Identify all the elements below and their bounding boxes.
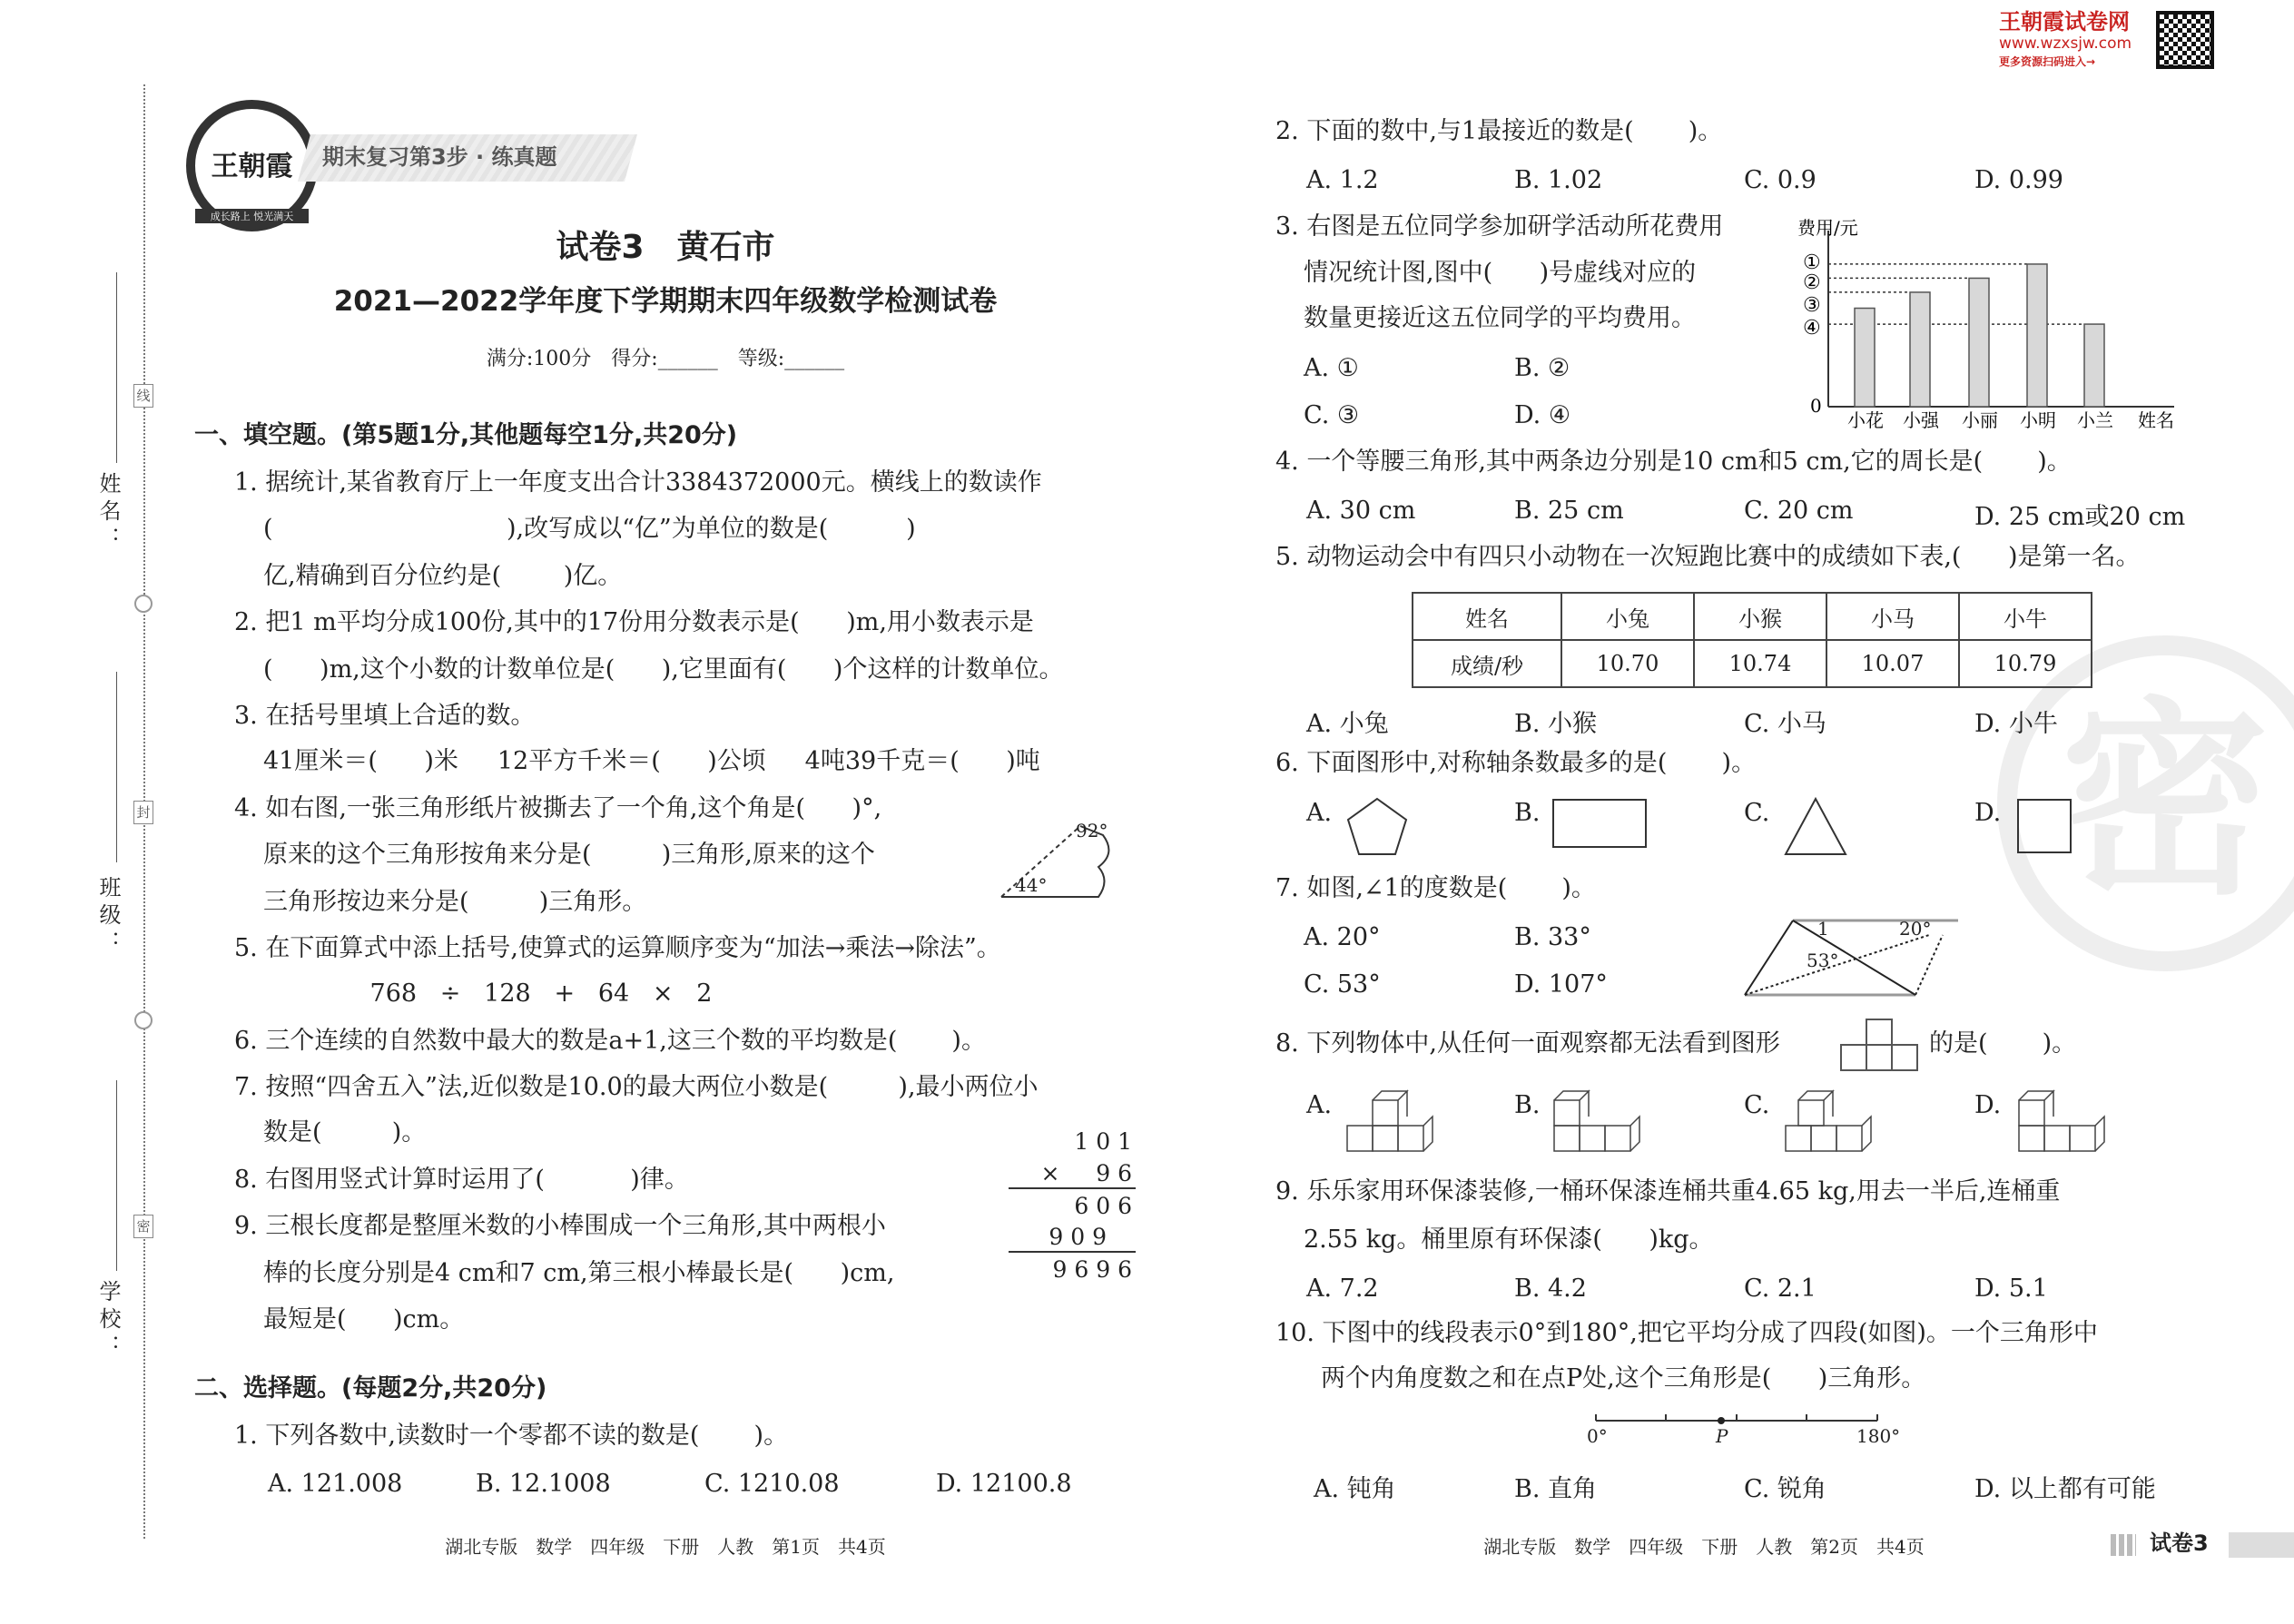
watermark-text: 密 bbox=[2060, 678, 2269, 923]
table-cell: 10.70 bbox=[1561, 640, 1694, 687]
pentagon-icon bbox=[1345, 797, 1409, 857]
s2-q6-option-d[interactable]: D. bbox=[1974, 799, 2002, 827]
s2-q2-text: 2. 下面的数中,与1最接近的数是( )。 bbox=[1275, 117, 1723, 145]
three-squares-view-icon bbox=[1840, 1019, 1918, 1071]
table-cell: 10.74 bbox=[1694, 640, 1826, 687]
s1-q1-line: ( ),改写成以“亿”为单位的数是( ) bbox=[263, 515, 916, 543]
s1-q5-line: 5. 在下面算式中添上括号,使算式的运算顺序变为“加法→乘法→除法”。 bbox=[234, 934, 1001, 962]
site-title: 王朝霞试卷网 bbox=[1999, 9, 2130, 34]
square-icon bbox=[2017, 799, 2073, 855]
s2-q1-option-c[interactable]: C. 1210.08 bbox=[704, 1470, 840, 1498]
s2-q2-option-a[interactable]: A. 1.2 bbox=[1306, 166, 1379, 194]
s2-q1-option-d[interactable]: D. 12100.8 bbox=[936, 1470, 1072, 1498]
s1-q2-line: 2. 把1 m平均分成100份,其中的17份用分数表示是( )m,用小数表示是 bbox=[234, 608, 1034, 636]
s2-q5-option-b[interactable]: B. 小猴 bbox=[1514, 710, 1598, 738]
q4-angle-label: 92° bbox=[1076, 820, 1108, 842]
s2-q9-option-c[interactable]: C. 2.1 bbox=[1744, 1275, 1816, 1303]
bar-小丽 bbox=[1969, 278, 1989, 407]
vertical-calc-row: 9 6 9 6 bbox=[1052, 1256, 1132, 1283]
y-zero-label: 0 bbox=[1810, 395, 1822, 417]
s1-q4-line: 原来的这个三角形按角来分是( )三角形,原来的这个 bbox=[263, 841, 875, 869]
site-url[interactable]: www.wzxsjw.com bbox=[1999, 34, 2132, 53]
s2-q8-text-before: 8. 下列物体中,从任何一面观察都无法看到图形 bbox=[1275, 1029, 1780, 1058]
s2-q7-option-b[interactable]: B. 33° bbox=[1514, 923, 1591, 951]
s2-q8-option-d[interactable]: D. bbox=[1974, 1091, 2002, 1119]
vertical-calc-row: 6 0 6 bbox=[1074, 1193, 1132, 1219]
s2-q10-line: 10. 下图中的线段表示0°到180°,把它平均分成了四段(如图)。一个三角形中 bbox=[1275, 1319, 2098, 1347]
bar-小花 bbox=[1855, 309, 1875, 408]
section2-heading: 二、选择题。(每题2分,共20分) bbox=[194, 1374, 547, 1403]
table-header-cell: 小猴 bbox=[1694, 593, 1826, 640]
s2-q8-option-b[interactable]: B. bbox=[1514, 1091, 1541, 1119]
score-line: 满分:100分 得分:______ 等级:______ bbox=[486, 348, 845, 370]
s2-q10-line: 两个内角度数之和在点P处,这个三角形是( )三角形。 bbox=[1321, 1364, 1926, 1393]
s1-q3-line: 41厘米＝( )米 12平方千米＝( )公顷 4吨39千克＝( )吨 bbox=[263, 747, 1040, 775]
s2-q6-option-c[interactable]: C. bbox=[1744, 799, 1770, 827]
cube-stack-icon bbox=[1784, 1089, 1875, 1155]
seal-mark-feng: 封 bbox=[133, 801, 153, 824]
x-tick-label: 小强 bbox=[1903, 409, 1939, 431]
s2-q4-text: 4. 一个等腰三角形,其中两条边分别是10 cm和5 cm,它的周长是( )。 bbox=[1275, 448, 2072, 476]
rectangle-icon bbox=[1552, 799, 1649, 850]
s2-q10-option-a[interactable]: A. 钝角 bbox=[1314, 1475, 1396, 1503]
x-tick-label: 小明 bbox=[2020, 409, 2056, 431]
table-cell: 10.79 bbox=[1959, 640, 2092, 687]
s2-q4-option-c[interactable]: C. 20 cm bbox=[1744, 497, 1854, 525]
s2-q3-line: 情况统计图,图中( )号虚线对应的 bbox=[1304, 259, 1697, 287]
x-axis-label: 姓名 bbox=[2138, 409, 2174, 431]
s2-q10-option-d[interactable]: D. 以上都有可能 bbox=[1974, 1475, 2156, 1503]
s2-q8-option-c[interactable]: C. bbox=[1744, 1091, 1770, 1119]
name-label: 姓名： bbox=[95, 472, 121, 554]
s2-q7-option-d[interactable]: D. 107° bbox=[1514, 970, 1608, 999]
x-tick-label: 小花 bbox=[1847, 409, 1884, 431]
s2-q3-line: 数量更接近这五位同学的平均费用。 bbox=[1304, 304, 1696, 332]
paper-tag-marker bbox=[2111, 1534, 2136, 1556]
s1-q2-line: ( )m,这个小数的计数单位是( ),它里面有( )个这样的计数单位。 bbox=[263, 655, 1064, 684]
s2-q6-option-b[interactable]: B. bbox=[1514, 799, 1541, 827]
s2-q4-option-a[interactable]: A. 30 cm bbox=[1306, 497, 1416, 525]
cube-stack-icon bbox=[2017, 1089, 2108, 1155]
logo-text: 王朝霞 bbox=[211, 151, 293, 182]
table-header-cell: 姓名 bbox=[1413, 593, 1561, 640]
s2-q5-option-a[interactable]: A. 小兔 bbox=[1306, 710, 1389, 738]
paper-tag: 试卷3 bbox=[2150, 1530, 2209, 1556]
number-line-point: P bbox=[1716, 1425, 1728, 1447]
footer-left: 湖北专版 数学 四年级 下册 人教 第1页 共4页 bbox=[445, 1536, 886, 1558]
s2-q1-text: 1. 下列各数中,读数时一个零都不读的数是( )。 bbox=[234, 1422, 789, 1450]
number-line-end: 180° bbox=[1856, 1425, 1901, 1447]
x-tick-label: 小兰 bbox=[2077, 409, 2113, 431]
s1-q1-line: 亿,精确到百分位约是( )亿。 bbox=[263, 562, 623, 590]
s2-q3-option-b[interactable]: B. ② bbox=[1514, 354, 1570, 382]
table-cell: 成绩/秒 bbox=[1413, 640, 1561, 687]
s2-q9-option-a[interactable]: A. 7.2 bbox=[1306, 1275, 1379, 1303]
s2-q2-option-b[interactable]: B. 1.02 bbox=[1514, 166, 1603, 194]
bar-小兰 bbox=[2084, 324, 2104, 407]
table-header-cell: 小牛 bbox=[1959, 593, 2092, 640]
bar-小明 bbox=[2027, 264, 2047, 407]
s1-q5-expression: 768 ÷ 128 + 64 × 2 bbox=[369, 979, 713, 1008]
s1-q4-line: 三角形按边来分是( )三角形。 bbox=[263, 888, 647, 916]
s2-q5-option-d[interactable]: D. 小牛 bbox=[1974, 710, 2058, 738]
paper-subtitle: 2021—2022学年度下学期期末四年级数学检测试卷 bbox=[333, 285, 998, 318]
reference-label: ③ bbox=[1803, 294, 1821, 317]
bar-小强 bbox=[1910, 292, 1930, 407]
paper-tag-bar bbox=[2229, 1532, 2294, 1558]
s1-q7-line: 数是( )。 bbox=[263, 1118, 427, 1147]
seal-mark-mi: 密 bbox=[133, 1215, 153, 1238]
s2-q8-text-after: 的是( )。 bbox=[1929, 1029, 2077, 1058]
s2-q1-option-a[interactable]: A. 121.008 bbox=[268, 1470, 403, 1498]
reference-label: ① bbox=[1803, 251, 1821, 274]
s2-q2-option-d[interactable]: D. 0.99 bbox=[1974, 166, 2063, 194]
table-cell: 10.07 bbox=[1826, 640, 1959, 687]
s2-q6-text: 6. 下面图形中,对称轴条数最多的是( )。 bbox=[1275, 749, 1757, 777]
s2-q9-option-b[interactable]: B. 4.2 bbox=[1514, 1275, 1587, 1303]
s2-q3-option-d[interactable]: D. ④ bbox=[1514, 401, 1571, 429]
s2-q9-line: 9. 乐乐家用环保漆装修,一桶环保漆连桶共重4.65 kg,用去一半后,连桶重 bbox=[1275, 1177, 2061, 1206]
s2-q5-option-c[interactable]: C. 小马 bbox=[1744, 710, 1826, 738]
number-line-start: 0° bbox=[1587, 1425, 1608, 1447]
school-label: 学校： bbox=[95, 1280, 121, 1362]
x-tick-label: 小丽 bbox=[1962, 409, 1998, 431]
q4-angle-label: 44° bbox=[1015, 874, 1048, 896]
s2-q6-option-a[interactable]: A. bbox=[1306, 799, 1333, 827]
site-hint: 更多资源扫码进入→ bbox=[1999, 55, 2096, 68]
y-axis-label: 费用/元 bbox=[1797, 217, 1858, 239]
reference-label: ④ bbox=[1803, 317, 1821, 340]
s1-q1-line: 1. 据统计,某省教育厅上一年度支出合计3384372000元。横线上的数读作 bbox=[234, 468, 1042, 497]
s2-q5-text: 5. 动物运动会中有四只小动物在一次短跑比赛中的成绩如下表,( )是第一名。 bbox=[1275, 543, 2141, 571]
cube-stack-icon bbox=[1345, 1089, 1436, 1155]
s2-q3-option-a[interactable]: A. ① bbox=[1304, 354, 1359, 382]
table-row bbox=[1413, 640, 2092, 687]
vertical-calc-row: 9 0 9 bbox=[1049, 1224, 1107, 1250]
s1-q8-line: 8. 右图用竖式计算时运用了( )律。 bbox=[234, 1166, 689, 1194]
s2-q3-option-c[interactable]: C. ③ bbox=[1304, 401, 1360, 429]
s1-q7-line: 7. 按照“四舍五入”法,近似数是10.0的最大两位小数是( ),最小两位小 bbox=[234, 1073, 1039, 1101]
table-header-cell: 小兔 bbox=[1561, 593, 1694, 640]
triangle-icon bbox=[1784, 797, 1847, 857]
angle-20-label: 20° bbox=[1899, 918, 1932, 940]
table-header-row bbox=[1413, 593, 2092, 640]
s2-q4-option-b[interactable]: B. 25 cm bbox=[1514, 497, 1624, 525]
s2-q2-option-c[interactable]: C. 0.9 bbox=[1744, 166, 1816, 194]
s1-q9-line: 9. 三根长度都是整厘米数的小棒围成一个三角形,其中两根小 bbox=[234, 1212, 886, 1240]
s1-q4-line: 4. 如右图,一张三角形纸片被撕去了一个角,这个角是( )°, bbox=[234, 794, 882, 822]
class-label: 班级： bbox=[95, 876, 121, 958]
s1-q6-line: 6. 三个连续的自然数中最大的数是a+1,这三个数的平均数是( )。 bbox=[234, 1027, 986, 1055]
s2-q7-text: 7. 如图,∠1的度数是( )。 bbox=[1275, 874, 1596, 902]
section1-heading: 一、填空题。(第5题1分,其他题每空1分,共20分) bbox=[194, 421, 738, 449]
s2-q7-option-a[interactable]: A. 20° bbox=[1304, 923, 1381, 951]
s2-q9-line: 2.55 kg。桶里原有环保漆( )kg。 bbox=[1304, 1225, 1714, 1254]
race-results-table bbox=[1412, 592, 2092, 688]
vertical-calc-row: 1 0 1 bbox=[1074, 1128, 1132, 1155]
reference-label: ② bbox=[1803, 271, 1821, 294]
s1-q9-line: 最短是( )cm。 bbox=[263, 1305, 465, 1334]
vertical-calc-row: × 9 6 bbox=[1040, 1160, 1132, 1186]
footer-right: 湖北专版 数学 四年级 下册 人教 第2页 共4页 bbox=[1483, 1536, 1925, 1558]
stage-badge-text: 期末复习第3步 · 练真题 bbox=[322, 144, 557, 170]
angle-53-label: 53° bbox=[1807, 950, 1839, 971]
s2-q7-option-c[interactable]: C. 53° bbox=[1304, 970, 1381, 999]
s2-q8-option-a[interactable]: A. bbox=[1306, 1091, 1333, 1119]
cube-stack-icon bbox=[1552, 1089, 1643, 1155]
s1-q9-line: 棒的长度分别是4 cm和7 cm,第三根小棒最长是( )cm, bbox=[263, 1259, 895, 1287]
s1-q3-line: 3. 在括号里填上合适的数。 bbox=[234, 702, 536, 730]
s2-q10-option-c[interactable]: C. 锐角 bbox=[1744, 1475, 1826, 1503]
s2-q1-option-b[interactable]: B. 12.1008 bbox=[476, 1470, 611, 1498]
s2-q4-option-d[interactable]: D. 25 cm或20 cm bbox=[1974, 503, 2186, 531]
s2-q10-option-b[interactable]: B. 直角 bbox=[1514, 1475, 1598, 1503]
paper-title: 试卷3 黄石市 bbox=[556, 229, 775, 266]
number-line-figure bbox=[1594, 1412, 1885, 1430]
s2-q3-line: 3. 右图是五位同学参加研学活动所花费用 bbox=[1275, 212, 1724, 241]
logo-motto: 成长路上 悦光满天 bbox=[195, 209, 309, 223]
table-header-cell: 小马 bbox=[1826, 593, 1959, 640]
angle-1-label: 1 bbox=[1817, 918, 1829, 940]
s2-q9-option-d[interactable]: D. 5.1 bbox=[1974, 1275, 2048, 1303]
seal-mark-xian: 线 bbox=[133, 384, 153, 408]
